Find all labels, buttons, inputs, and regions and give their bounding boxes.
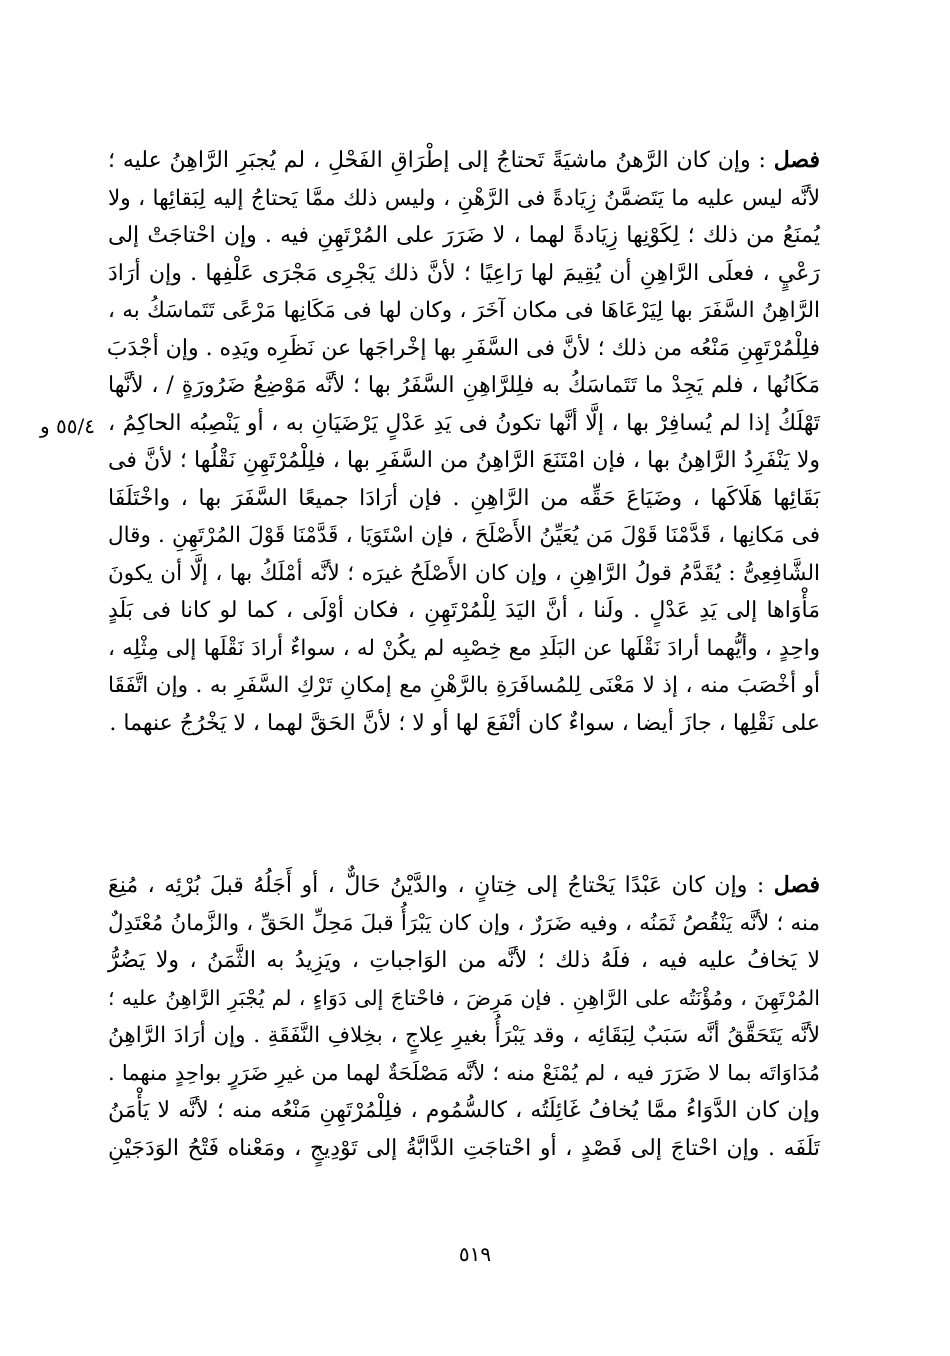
- text-line: أو أخْصَبَ منه ، إذ لا مَعْنَى لِلمُسافَرَةِ بالرَّهْنِ مع إمكانِ تَرْكِ السَّفَرِ به . وإن اتَّفَقَا: [108, 673, 820, 698]
- text-line: [108, 142, 820, 180]
- margin-folio-note: ٥٥/٤ و: [40, 414, 95, 438]
- text-line: منه ؛ لأنَّه يَنْقُصُ ثَمَنُه ، وفيه ضَرَرٌ ، وإن كان يَبْرَأُ قبلَ مَحِلِّ الحَقِّ ، والزَّمانُ مُعْتَدِلٌ: [108, 910, 820, 936]
- text-line: لأنَّه ليس عليه ما يَتَضمَّنُ زِيَادةً فى الرَّهْنِ ، وليس ذلك ممَّا يَحتاجُ إليه لِبَقائِها ، ولا: [108, 185, 820, 211]
- text-line: فلِلْمُرْتَهِنِ مَنْعُه من ذلك ؛ لأنَّ فى السَّفَرِ بها إخْراجَها عن نَظَرِه ويَدِه . وإن أجْدَبَ: [106, 335, 820, 361]
- section-heading: فصل: [773, 147, 820, 173]
- text-line: تَلَفَه . وإن احْتاجَ إلى فَصْدٍ ، أو احْتاجَتِ الدَّابَّةُ إلى تَوْدِيجٍ ، ومَعْناه فَتْحُ الوَدَجَيْنِ: [108, 1135, 820, 1161]
- text-line: ولا يَنْفَرِدُ الرَّاهِنُ بها ، فإن امْتَنَعَ الرَّاهِنُ من السَّفَرِ بها ، فلِلْمُرْتَهِنِ نَقْلُها ؛ لأنَّ فى: [108, 448, 820, 473]
- text-line: [108, 867, 820, 905]
- text-line: لا يَخافُ عليه فيه ، فلَهُ ذلك ؛ لأنَّه من الوَاجباتِ ، ويَزِيدُ به الثَّمَنُ ، ولا يَضُرُّ: [108, 948, 820, 973]
- text-line: المُرْتَهِنَ ، ومُؤْنَتُه على الرَّاهِنِ . فإن مَرِضَ ، فاحْتاجَ إلى دَوَاءٍ ، لم يُجْبَرِ الرَّاهِنُ عليه ؛: [108, 985, 820, 1010]
- text-line: وإن كان الدَّوَاءُ ممَّا يُخافُ غَائِلَتُه ، كالسُّمُوم ، فلِلْمُرْتَهِنِ مَنْعُه منه ؛ لأنَّه لا يَأْمَنُ: [108, 1098, 820, 1123]
- text-line: الشَّافِعِىُّ : يُقَدَّمُ قولُ الرَّاهِنِ ، وإن كان الأَصْلَحُ غيرَه ؛ لأنَّه أمْلَكُ بها ، إلَّا أن يكونَ: [108, 560, 820, 586]
- paragraph-2: [108, 867, 820, 1167]
- text-line-content: : وإن كان عَبْدًا يَحْتاجُ إلى خِتانٍ ، والدَّيْنُ حَالٌّ ، أو أَجَلُهُ قبلَ بُرْئِه ، مُنِعَ: [108, 873, 765, 898]
- text-line: تَهْلَكُ إذا لم يُسافِرْ بها ، إلَّا أنَّها تكونُ فى يَدِ عَدْلٍ يَرْضَيَانِ به ، أو يَنْصِبُه الحاكِمُ ،: [108, 410, 820, 436]
- text-line: على نَقْلِها ، جازَ أيضا ، سواءٌ كان أنْفَعَ لها أو لا ؛ لأنَّ الحَقَّ لهما ، لا يَخْرُجُ عنهما .: [109, 710, 820, 736]
- section-heading: فصل: [773, 872, 820, 898]
- text-line: لأنَّه يَتَحَقَّقُ أنَّه سَبَبٌ لِبَقَائِه ، وقد يَبْرَأُ بغيرِ عِلاجٍ ، بخِلافِ النَّفَقَةِ . وإن أرَادَ الرَّاهِنُ: [108, 1023, 820, 1048]
- page-number: ٥١٩: [458, 1242, 492, 1266]
- text-line: الرَّاهِنُ السَّفَرَ بها لِيَرْعَاهَا فى مكان آخَرَ ، وكان لها فى مَكَانِها مَرْعًى تَتَماسَكُ به ،: [108, 298, 820, 323]
- text-line-content: : وإن كان الرَّهنُ ماشيَةً تَحتاجُ إلى إطْرَاقِ الفَحْلِ ، لم يُجبَرِ الرَّاهِنُ عليه ؛: [108, 148, 766, 173]
- text-line: مُدَاوَاتَه بما لا ضَرَرَ فيه ، لم يُمْنَعْ منه ؛ لأنَّه مَصْلَحَةٌ لهما من غيرِ ضَرَرٍ بواحِدٍ منهما .: [108, 1060, 820, 1085]
- text-line: مَأْوَاها إلى يَدِ عَدْلٍ . ولَنا ، أنَّ اليَدَ لِلْمُرْتَهِنِ ، فكان أوْلَى ، كما لو كانا فى بَلَدٍ: [108, 598, 820, 623]
- text-line: بَقَائِها هَلَاكَها ، وضَيَاعَ حَقِّه من الرَّاهِنِ . فإن أرَادَا جميعًا السَّفَرَ بها ، واخْتَلَفَا: [108, 485, 820, 511]
- text-line: فى مَكانِها ، قَدَّمْنَا قَوْلَ مَن يُعَيِّنُ الأَصْلَحَ ، فإن اسْتَوَيَا ، قَدَّمْنَا قَوْلَ المُرْتَهِنِ . وقال: [108, 523, 820, 548]
- text-line: مَكَانُها ، فلم يَجِدْ ما تَتَماسَكُ به فلِلرَّاهِنِ السَّفَرُ بها ؛ لأنَّه مَوْضِعُ ضَرُورَةٍ / ، لأنَّها: [108, 373, 820, 398]
- text-line: يُمنَعُ من ذلك ؛ لِكَوْنِها زِيَادةً لهما ، لا ضَرَرَ على المُرْتَهِنِ فيه . وإن احْتاجَتْ إلى: [108, 223, 820, 248]
- text-line: رَعْيٍ ، فعلَى الرَّاهِنِ أن يُقِيمَ لها رَاعِيًا ؛ لأنَّ ذلك يَجْرِى مَجْرَى عَلْفِها . وإن أرَادَ: [108, 260, 820, 286]
- text-line: واحِدٍ ، وأيُّهما أرادَ نَقْلَها عن البَلَدِ مع خِصْبِه لم يكُنْ له ، سواءٌ أرادَ نَقْلَها إلى مِثْلِه ،: [108, 635, 820, 661]
- paragraph-1: [108, 142, 820, 742]
